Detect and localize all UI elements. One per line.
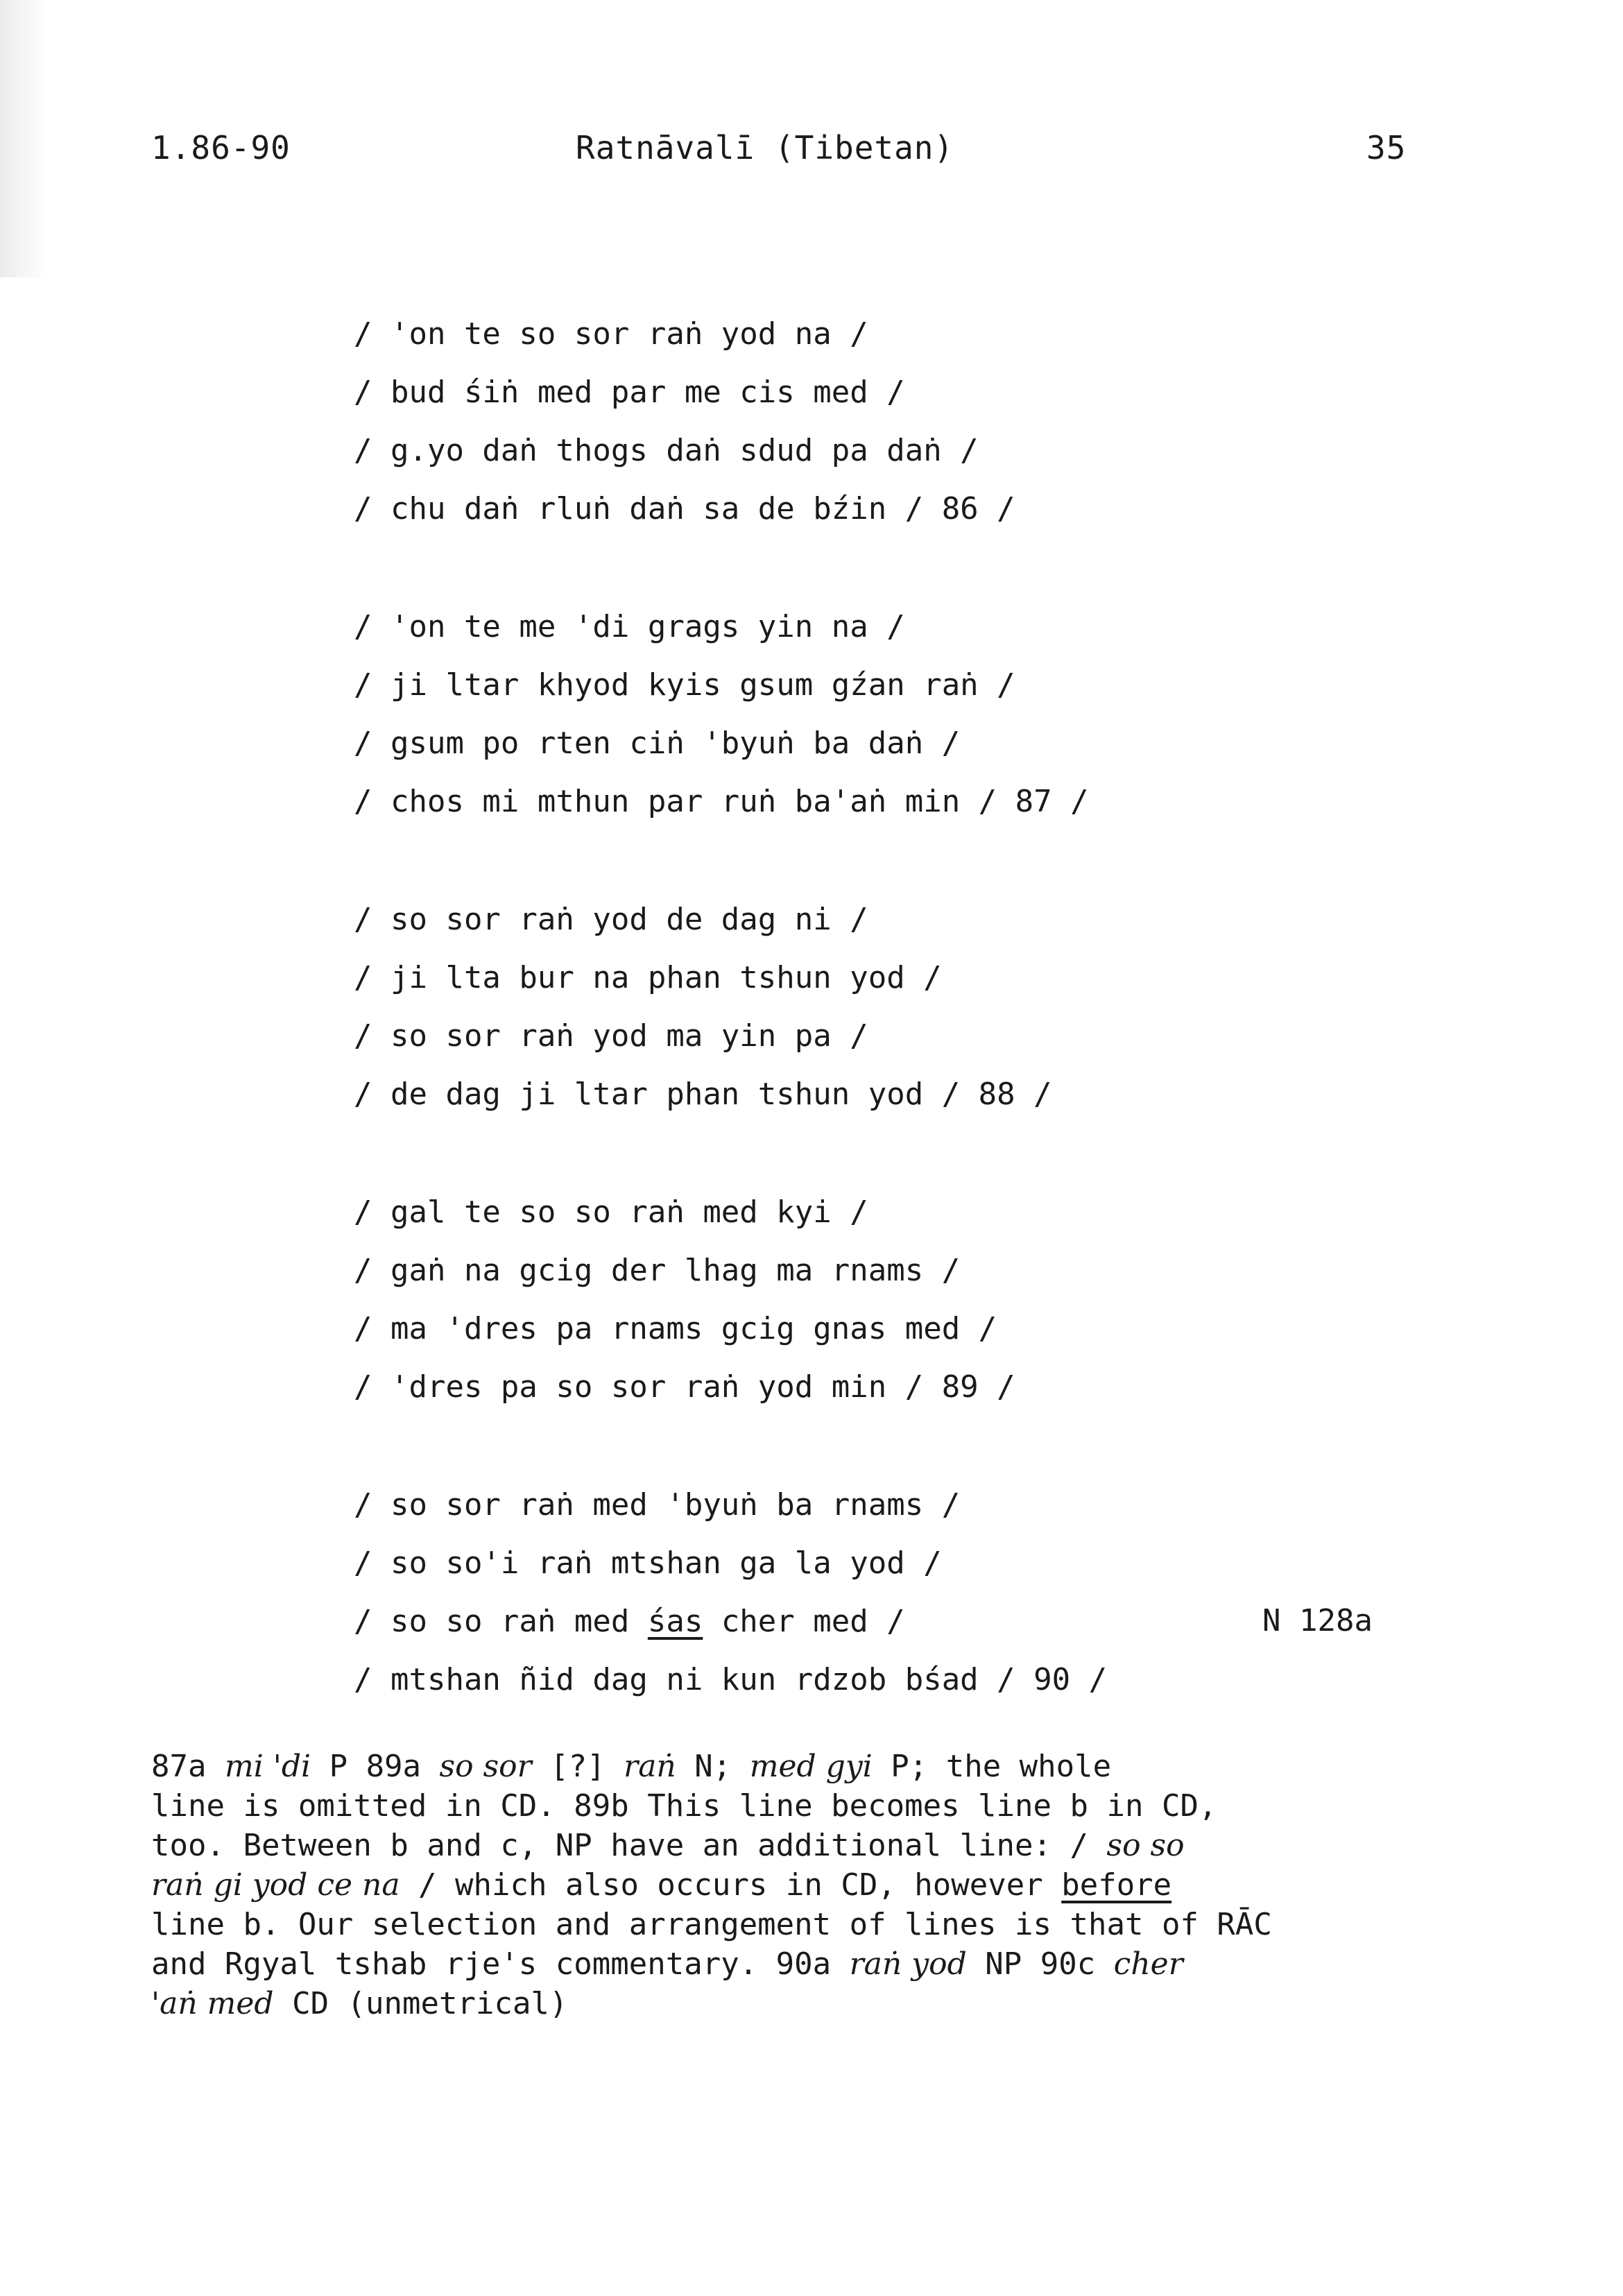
note-text: and Rgyal tshab rje's commentary. 90a [151,1946,850,1982]
verse-line: / de dag ji ltar phan tshun yod / 88 / [354,1077,1052,1112]
note-italic: mi 'di [224,1749,311,1784]
note-italic: cher [1113,1946,1183,1982]
note-line [151,1944,1420,1984]
verse-line: / chu daṅ rluṅ daṅ sa de bźin / 86 / [354,491,1015,526]
note-italic: raṅ yod [849,1946,967,1982]
note-text: [?] [531,1749,624,1784]
note-line: line is omitted in CD. 89b This line becomes line b in CD, [151,1788,1217,1824]
verse-line: / gal te so so raṅ med kyi / [354,1194,868,1230]
note-text: NP 90c [966,1946,1114,1982]
stanza-89 [354,1183,1463,1416]
note-line [151,1747,1420,1786]
note-italic: raṅ gi yod ce na [151,1867,400,1903]
verse-line: / 'on te so sor raṅ yod na / [354,316,868,352]
note-text: too. Between b and c, NP have an additional line: / [151,1828,1107,1863]
note-italic: 'aṅ med [151,1986,274,2021]
note-text: 87a [151,1749,225,1784]
verse-line: / ji lta bur na phan tshun yod / [354,960,942,995]
scan-edge-shading [0,0,49,277]
verse-line: / so sor raṅ yod de dag ni / [354,902,868,937]
note-text: / which also occurs in CD, however [400,1867,1062,1903]
note-text: CD (unmetrical) [273,1986,568,2021]
note-italic: med gyi [749,1749,873,1784]
verse-line: / ma 'dres pa rnams gcig gnas med / [354,1311,997,1346]
manuscript-folio-reference: N 128a [1262,1603,1373,1638]
verse-line-end: cher med / [703,1604,905,1639]
note-text: N; [676,1749,750,1784]
verse-line: / bud śiṅ med par me cis med / [354,375,905,410]
verse-line: / gsum po rten ciṅ 'byuṅ ba daṅ / [354,726,961,761]
verse-line: / so sor raṅ med 'byuṅ ba rnams / [354,1487,961,1523]
note-text: P; the whole [872,1749,1112,1784]
note-line [151,1984,1420,2023]
verse-line: / gaṅ na gcig der lhag ma rnams / [354,1253,961,1288]
note-line [151,1865,1420,1905]
note-italic: raṅ [624,1749,676,1784]
verse-line: / ji ltar khyod kyis gsum gźan raṅ / [354,667,1015,703]
note-italic: so so [1106,1828,1185,1863]
verse-line: / 'on te me 'di grags yin na / [354,609,905,644]
running-title: Ratnāvalī (Tibetan) [576,129,954,166]
verse-line-start: / so so raṅ med [354,1604,648,1639]
verse-line: / chos mi mthun par ruṅ ba'aṅ min / 87 / [354,784,1089,819]
verse-line: / 'dres pa so sor raṅ yod min / 89 / [354,1369,1015,1405]
verse-line: / g.yo daṅ thogs daṅ sdud pa daṅ / [354,433,979,468]
stanza-86 [354,305,1463,538]
note-line [151,1826,1420,1865]
verse-line: / so so'i raṅ mtshan ga la yod / [354,1545,942,1581]
page-number: 35 [1366,129,1407,166]
verse-line: / mtshan ñid dag ni kun rdzob bśad / 90 / [354,1662,1108,1697]
stanza-87 [354,598,1463,831]
note-underlined: before [1061,1867,1172,1903]
note-italic: so sor [439,1749,532,1784]
stanza-88 [354,891,1463,1124]
section-reference: 1.86-90 [151,129,291,166]
verse-line: / so sor raṅ yod ma yin pa / [354,1018,868,1054]
note-text: P 89a [311,1749,440,1784]
verse-block [354,305,1463,1769]
underlined-word: śas [647,1604,703,1639]
critical-apparatus [151,1747,1420,2023]
note-line: line b. Our selection and arrangement of lines is that of RĀC [151,1907,1272,1942]
